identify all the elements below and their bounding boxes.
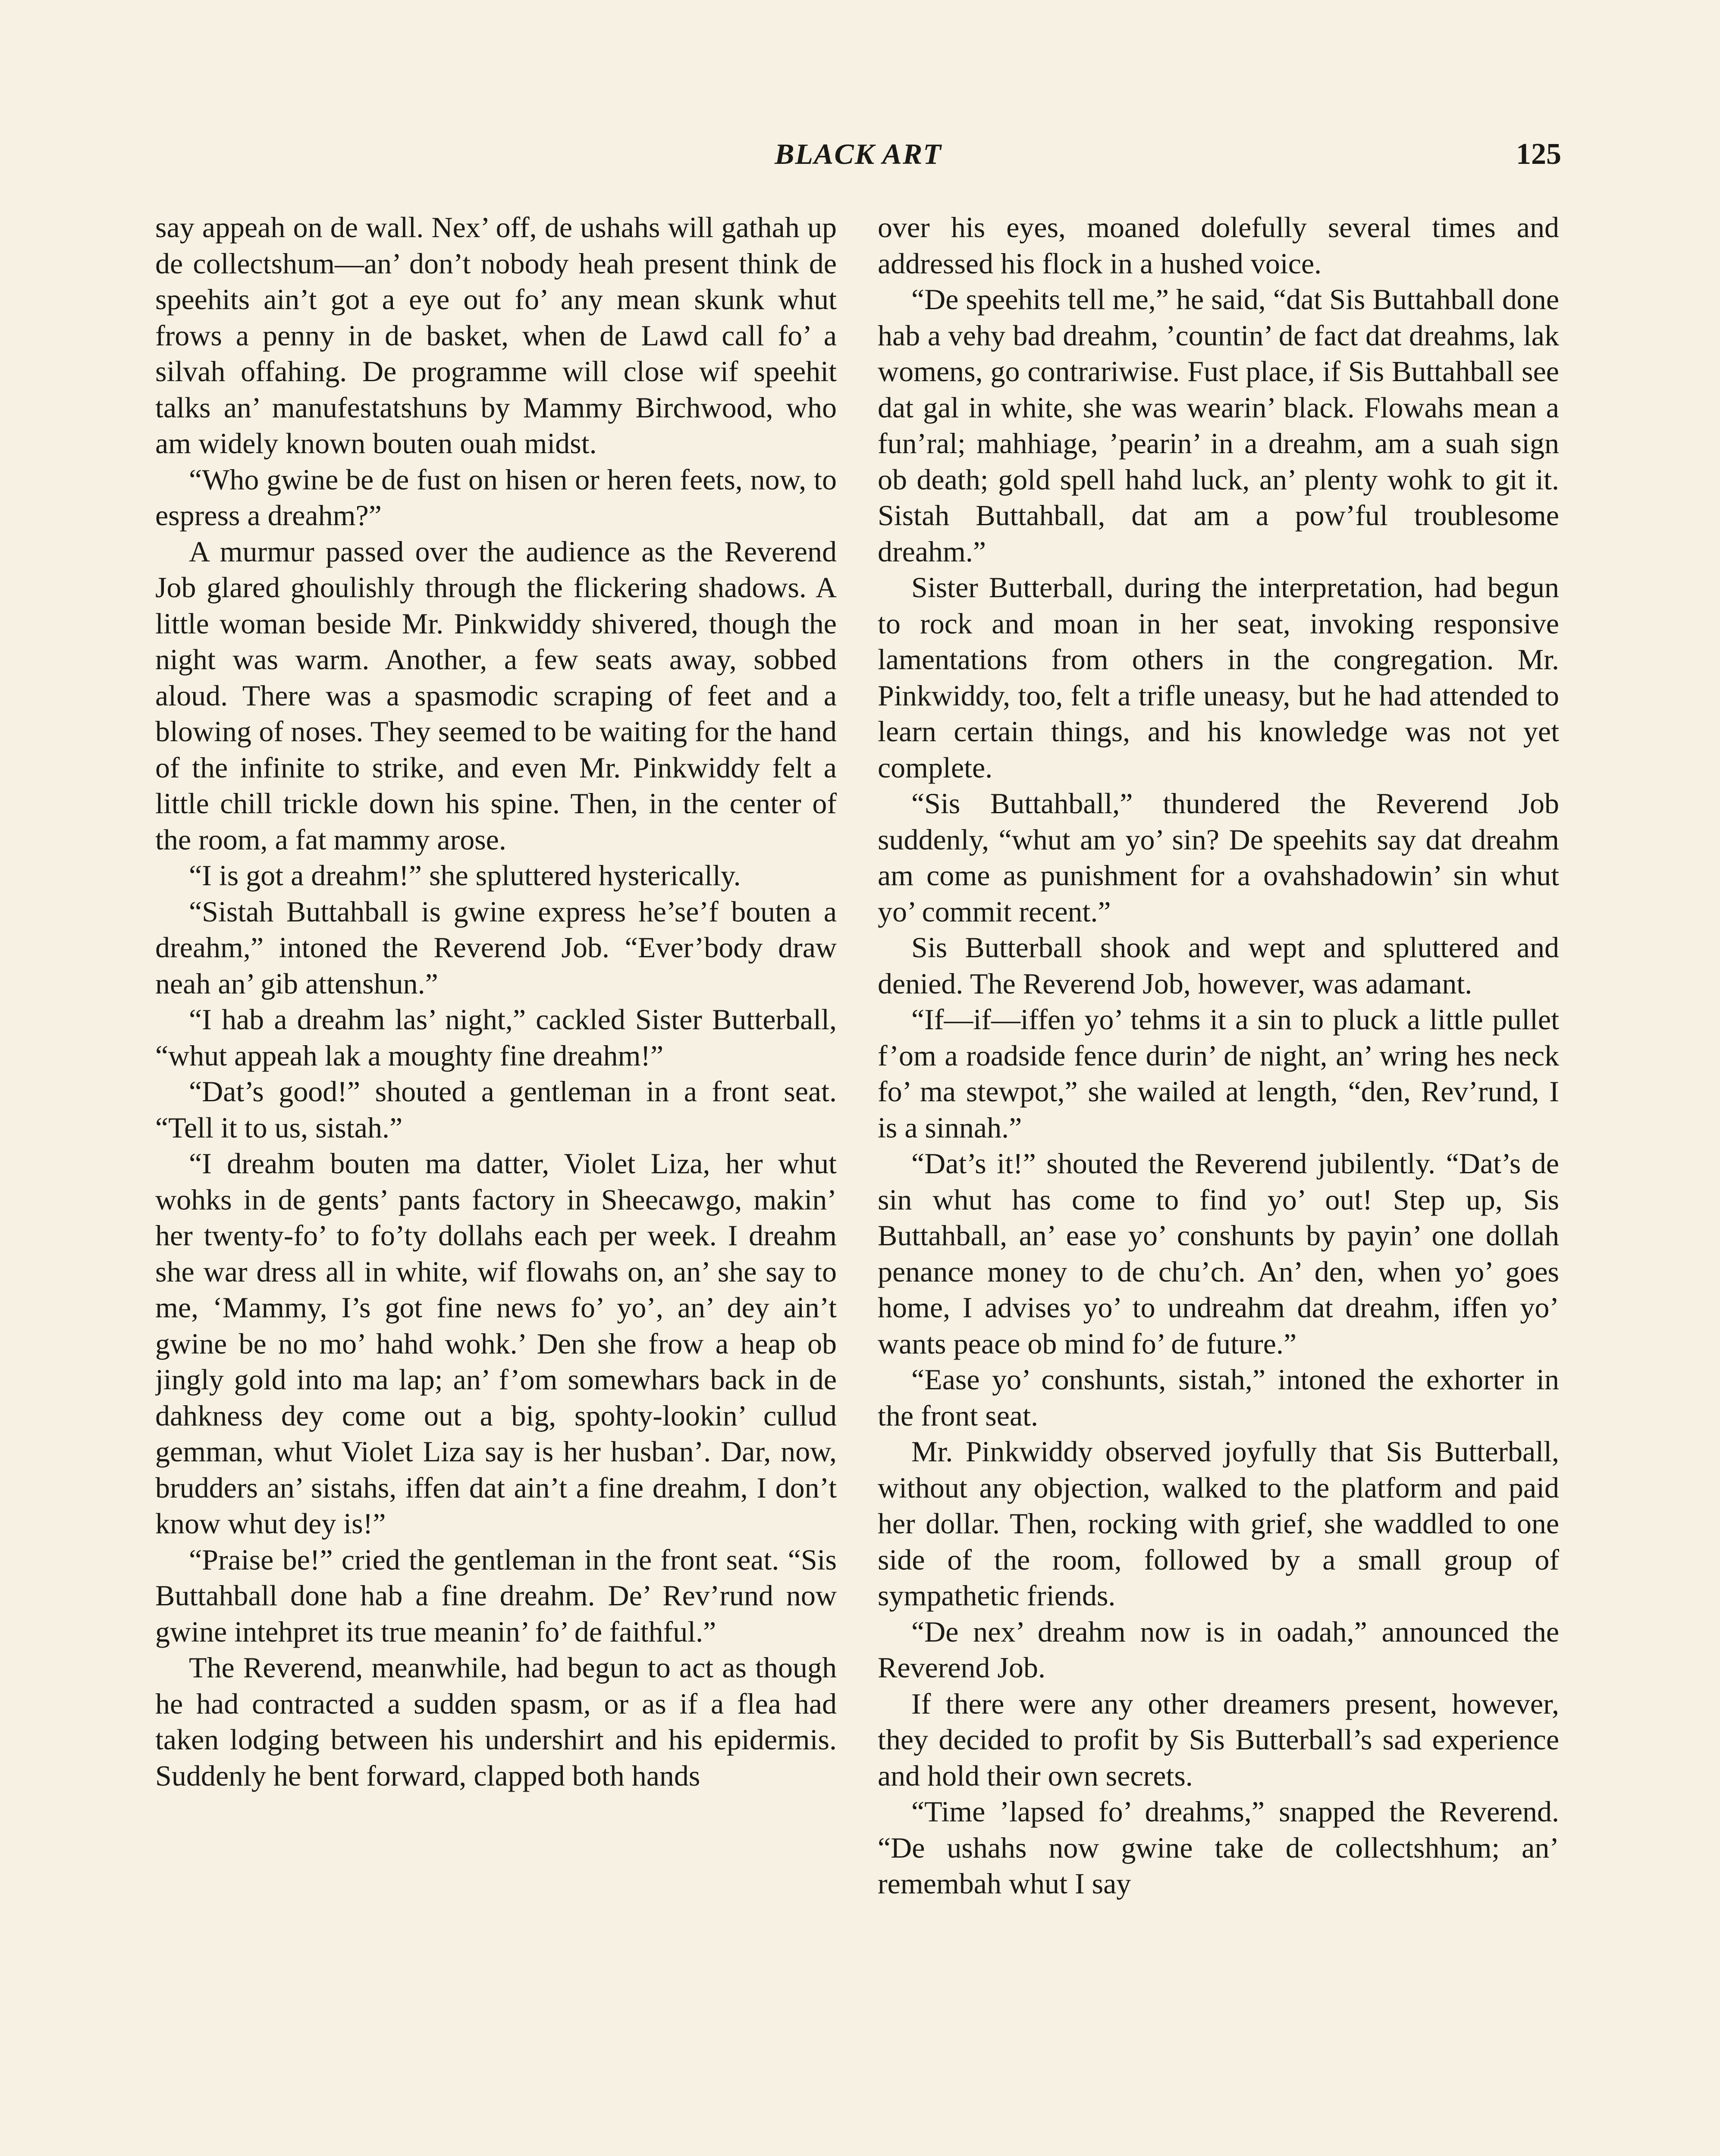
paragraph: over his eyes, moaned dolefully several times and addressed his flock in a hushed voice. bbox=[878, 211, 1559, 280]
running-head: BLACK ART bbox=[775, 138, 942, 170]
text-column-right bbox=[878, 210, 1559, 2156]
paragraph: “I hab a dreahm las’ night,” cackled Sister Butterball, “whut appeah lak a moughty fine dreahm!” bbox=[155, 1003, 837, 1072]
paragraph: “De nex’ dreahm now is in oadah,” announced the Reverend Job. bbox=[878, 1615, 1559, 1684]
paragraph: “De speehits tell me,” he said, “dat Sis Buttahball done hab a vehy bad dreahm, ’countin’ de fact dat dreahms, lak womens, go contrariwise. Fust place, if Sis Buttahball see dat gal in white, she was wearin’ black. Flowahs mean a fun’ral; mahhiage, ’pearin’ in a dreahm, am a suah sign ob death; gold spell hahd luck, an’ plenty wohk to git it. Sistah Buttahball, dat am a pow’ful troublesome dreahm.” bbox=[878, 283, 1559, 568]
paragraph: “Dat’s it!” shouted the Reverend jubilently. “Dat’s de sin whut has come to find yo’ out! Step up, Sis Buttahball, an’ ease yo’ conshunts by payin’ one dollah penance money to de chu’ch. An’ den, when yo’ goes home, I advises yo’ to undreahm dat dreahm, iffen yo’ wants peace ob mind fo’ de future.” bbox=[878, 1147, 1559, 1360]
paragraph: “Ease yo’ conshunts, sistah,” intoned the exhorter in the front seat. bbox=[878, 1363, 1559, 1432]
paragraph: If there were any other dreamers present, however, they decided to profit by Sis Butterball’s sad experience and hold their own secrets. bbox=[878, 1687, 1559, 1792]
paragraph: “I dreahm bouten ma datter, Violet Liza, her whut wohks in de gents’ pants factory in Sheecawgo, makin’ her twenty-fo’ to fo’ty dollahs each per week. I dreahm she war dress all in white, wif flowahs on, an’ she say to me, ‘Mammy, I’s got fine news fo’ yo’, an’ dey ain’t gwine be no mo’ hahd wohk.’ Den she frow a heap ob jingly gold into ma lap; an’ f’om somewhars back in de dahkness dey come out a big, spohty-lookin’ cullud gemman, whut Violet Liza say is her husban’. Dar, now, brudders an’ sistahs, iffen dat ain’t a fine dreahm, I don’t know whut dey is!” bbox=[155, 1147, 837, 1540]
paragraph: “If—if—iffen yo’ tehms it a sin to pluck a little pullet f’om a roadside fence durin’ de night, an’ wring hes neck fo’ ma stewpot,” she wailed at length, “den, Rev’rund, I is a sinnah.” bbox=[878, 1003, 1559, 1144]
paragraph: “Sis Buttahball,” thundered the Reverend Job suddenly, “whut am yo’ sin? De speehits say dat dreahm am come as punishment for a ovahshadowin’ sin whut yo’ commit recent.” bbox=[878, 787, 1559, 928]
paragraph: “Time ’lapsed fo’ dreahms,” snapped the Reverend. “De ushahs now gwine take de collectshhum; an’ remembah whut I say bbox=[878, 1795, 1559, 1900]
text-column-left bbox=[155, 210, 837, 2156]
paragraph: say appeah on de wall. Nex’ off, de ushahs will gathah up de collectshum—an’ don’t nobody heah present think de speehits ain’t got a eye out fo’ any mean skunk whut frows a penny in de basket, when de Lawd call fo’ a silvah offahing. De programme will close wif speehit talks an’ manufestatshuns by Mammy Birchwood, who am widely known bouten ouah midst. bbox=[155, 211, 837, 460]
paragraph: Mr. Pinkwiddy observed joyfully that Sis Butterball, without any objection, walked to the platform and paid her dollar. Then, rocking with grief, she waddled to one side of the room, followed by a small group of sympathetic friends. bbox=[878, 1435, 1559, 1612]
paragraph: “Who gwine be de fust on hisen or heren feets, now, to espress a dreahm?” bbox=[155, 463, 837, 532]
paragraph: “Sistah Buttahball is gwine express he’se’f bouten a dreahm,” intoned the Reverend Job. “Ever’body draw neah an’ gib attenshun.” bbox=[155, 895, 837, 1000]
page-number: 125 bbox=[1516, 138, 1561, 171]
paragraph: Sister Butterball, during the interpretation, had begun to rock and moan in her seat, invoking responsive lamentations from others in the congregation. Mr. Pinkwiddy, too, felt a trifle uneasy, but he had attended to learn certain things, and his knowledge was not yet complete. bbox=[878, 571, 1559, 784]
page-header bbox=[155, 137, 1561, 185]
paragraph: “Dat’s good!” shouted a gentleman in a front seat. “Tell it to us, sistah.” bbox=[155, 1075, 837, 1144]
paragraph: A murmur passed over the audience as the Reverend Job glared ghoulishly through the flickering shadows. A little woman beside Mr. Pinkwiddy shivered, though the night was warm. Another, a few seats away, sobbed aloud. There was a spasmodic scraping of feet and a blowing of noses. They seemed to be waiting for the hand of the infinite to strike, and even Mr. Pinkwiddy felt a little chill trickle down his spine. Then, in the center of the room, a fat mammy arose. bbox=[155, 535, 837, 856]
paragraph: Sis Butterball shook and wept and spluttered and denied. The Reverend Job, however, was adamant. bbox=[878, 931, 1559, 1000]
paragraph: “Praise be!” cried the gentleman in the front seat. “Sis Buttahball done hab a fine dreahm. De’ Rev’rund now gwine intehpret its true meanin’ fo’ de faithful.” bbox=[155, 1543, 837, 1648]
paragraph: “I is got a dreahm!” she spluttered hysterically. bbox=[189, 859, 741, 892]
paragraph: The Reverend, meanwhile, had begun to act as though he had contracted a sudden spasm, or as if a flea had taken lodging between his undershirt and his epidermis. Suddenly he bent forward, clapped both hands bbox=[155, 1651, 837, 1792]
